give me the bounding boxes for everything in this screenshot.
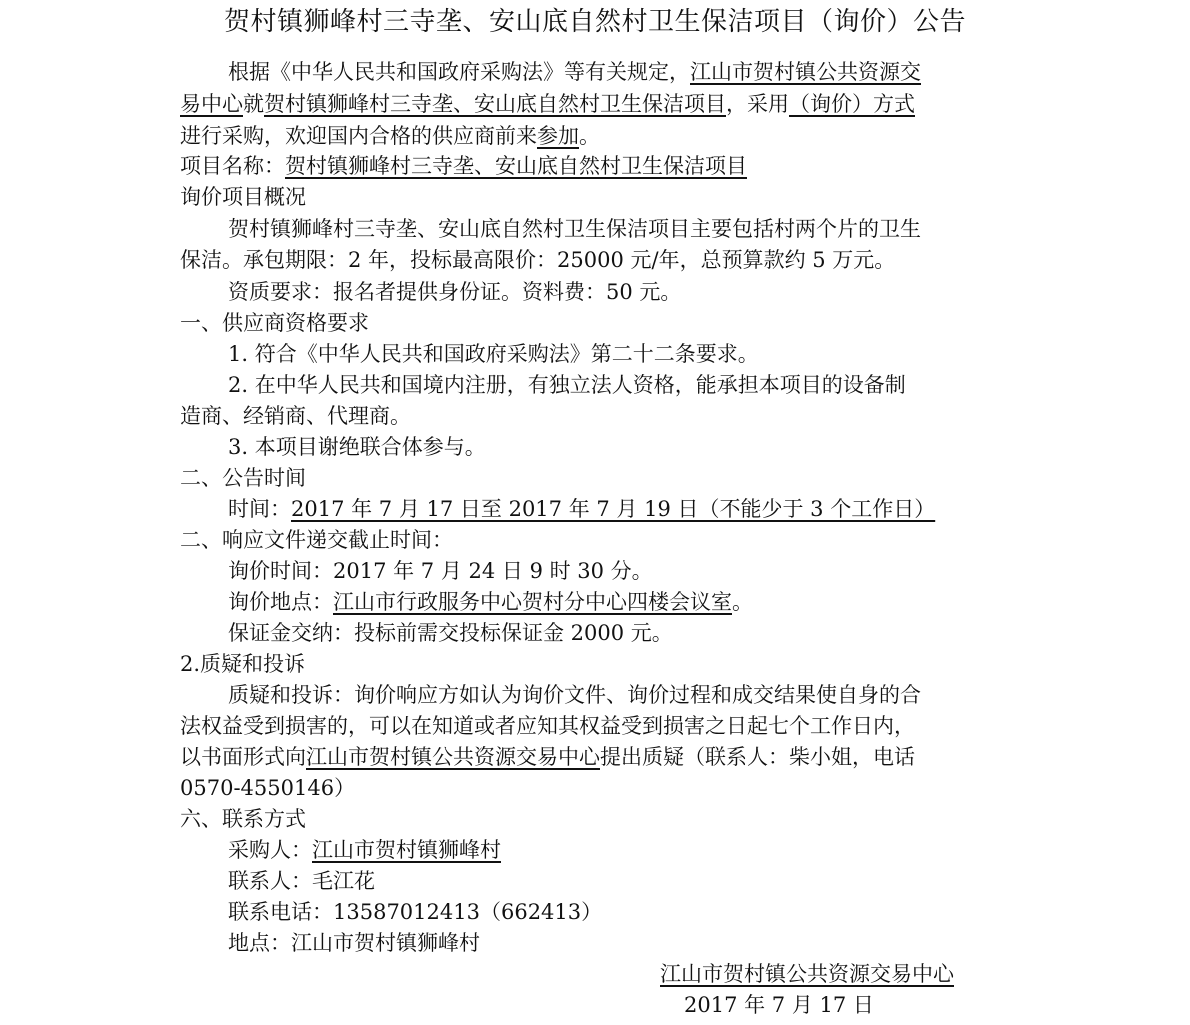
section-3-heading: 二、响应文件递交截止时间： — [180, 528, 453, 552]
inquiry-place-row: 询价地点：江山市行政服务中心贺村分中心四楼会议室。 — [228, 590, 753, 614]
notice-time-row: 时间：2017 年 7 月 17 日至 2017 年 7 月 19 日（不能少于 3 个工作日） — [228, 497, 936, 521]
section-2-heading: 二、公告时间 — [180, 466, 306, 490]
section-1-item-3: 3. 本项目谢绝联合体参与。 — [228, 435, 486, 459]
section-6-heading: 六、联系方式 — [180, 807, 306, 831]
contact-address: 地点：江山市贺村镇狮峰村 — [228, 931, 480, 955]
intro-line-3: 进行采购，欢迎国内合格的供应商前来参加。 — [180, 124, 600, 148]
overview-heading: 询价项目概况 — [180, 185, 306, 209]
complaint-line-3: 以书面形式向江山市贺村镇公共资源交易中心提出质疑（联系人：柴小姐，电话 — [180, 745, 915, 769]
complaint-line-2: 法权益受到损害的，可以在知道或者应知其权益受到损害之日起七个工作日内， — [180, 714, 915, 738]
section-1-item-1: 1. 符合《中华人民共和国政府采购法》第二十二条要求。 — [228, 342, 759, 366]
page-title: 贺村镇狮峰村三寺垄、安山底自然村卫生保洁项目（询价）公告 — [223, 7, 966, 37]
complaint-line-4: 0570-4550146） — [180, 776, 356, 800]
intro-line-1: 根据《中华人民共和国政府采购法》等有关规定，江山市贺村镇公共资源交 — [228, 60, 921, 84]
signature-date: 2017 年 7 月 17 日 — [684, 993, 874, 1017]
project-name-value: 贺村镇狮峰村三寺垄、安山底自然村卫生保洁项目 — [285, 154, 747, 178]
signature-org: 江山市贺村镇公共资源交易中心 — [660, 962, 954, 986]
section-1-item-2a: 2. 在中华人民共和国境内注册，有独立法人资格，能承担本项目的设备制 — [228, 373, 906, 397]
buyer-value: 江山市贺村镇狮峰村 — [312, 838, 501, 862]
overview-line-3: 资质要求：报名者提供身份证。资料费：50 元。 — [228, 280, 682, 304]
intro-line-2: 易中心就贺村镇狮峰村三寺垄、安山底自然村卫生保洁项目，采用（询价）方式 — [180, 92, 915, 116]
notice-time-value: 2017 年 7 月 17 日至 2017 年 7 月 19 日（不能少于 3 个工作日） — [291, 497, 936, 521]
project-name-underlined: 贺村镇狮峰村三寺垄、安山底自然村卫生保洁项目 — [264, 92, 726, 116]
inquiry-place-value: 江山市行政服务中心贺村分中心四楼会议室 — [333, 590, 732, 614]
overview-line-1: 贺村镇狮峰村三寺垄、安山底自然村卫生保洁项目主要包括村两个片的卫生 — [228, 217, 921, 241]
deposit-info: 保证金交纳：投标前需交投标保证金 2000 元。 — [228, 621, 673, 645]
section-1-heading: 一、供应商资格要求 — [180, 311, 369, 335]
complaint-center-name: 江山市贺村镇公共资源交易中心 — [306, 745, 600, 769]
project-name-row: 项目名称：贺村镇狮峰村三寺垄、安山底自然村卫生保洁项目 — [180, 154, 747, 178]
complaint-line-1: 质疑和投诉：询价响应方如认为询价文件、询价过程和成交结果使自身的合 — [228, 683, 921, 707]
buyer-row: 采购人：江山市贺村镇狮峰村 — [228, 838, 501, 862]
trading-center-link: 江山市贺村镇公共资源交 — [690, 60, 921, 84]
contact-phone: 联系电话：13587012413（662413） — [228, 900, 603, 924]
overview-line-2: 保洁。承包期限：2 年，投标最高限价：25000 元/年，总预算款约 5 万元。 — [180, 248, 896, 272]
section-1-item-2b: 造商、经销商、代理商。 — [180, 404, 411, 428]
procurement-method: （询价）方式 — [789, 92, 915, 116]
section-4-heading: 2.质疑和投诉 — [180, 652, 306, 676]
contact-person: 联系人：毛江花 — [228, 869, 375, 893]
inquiry-time: 询价时间：2017 年 7 月 24 日 9 时 30 分。 — [228, 559, 653, 583]
